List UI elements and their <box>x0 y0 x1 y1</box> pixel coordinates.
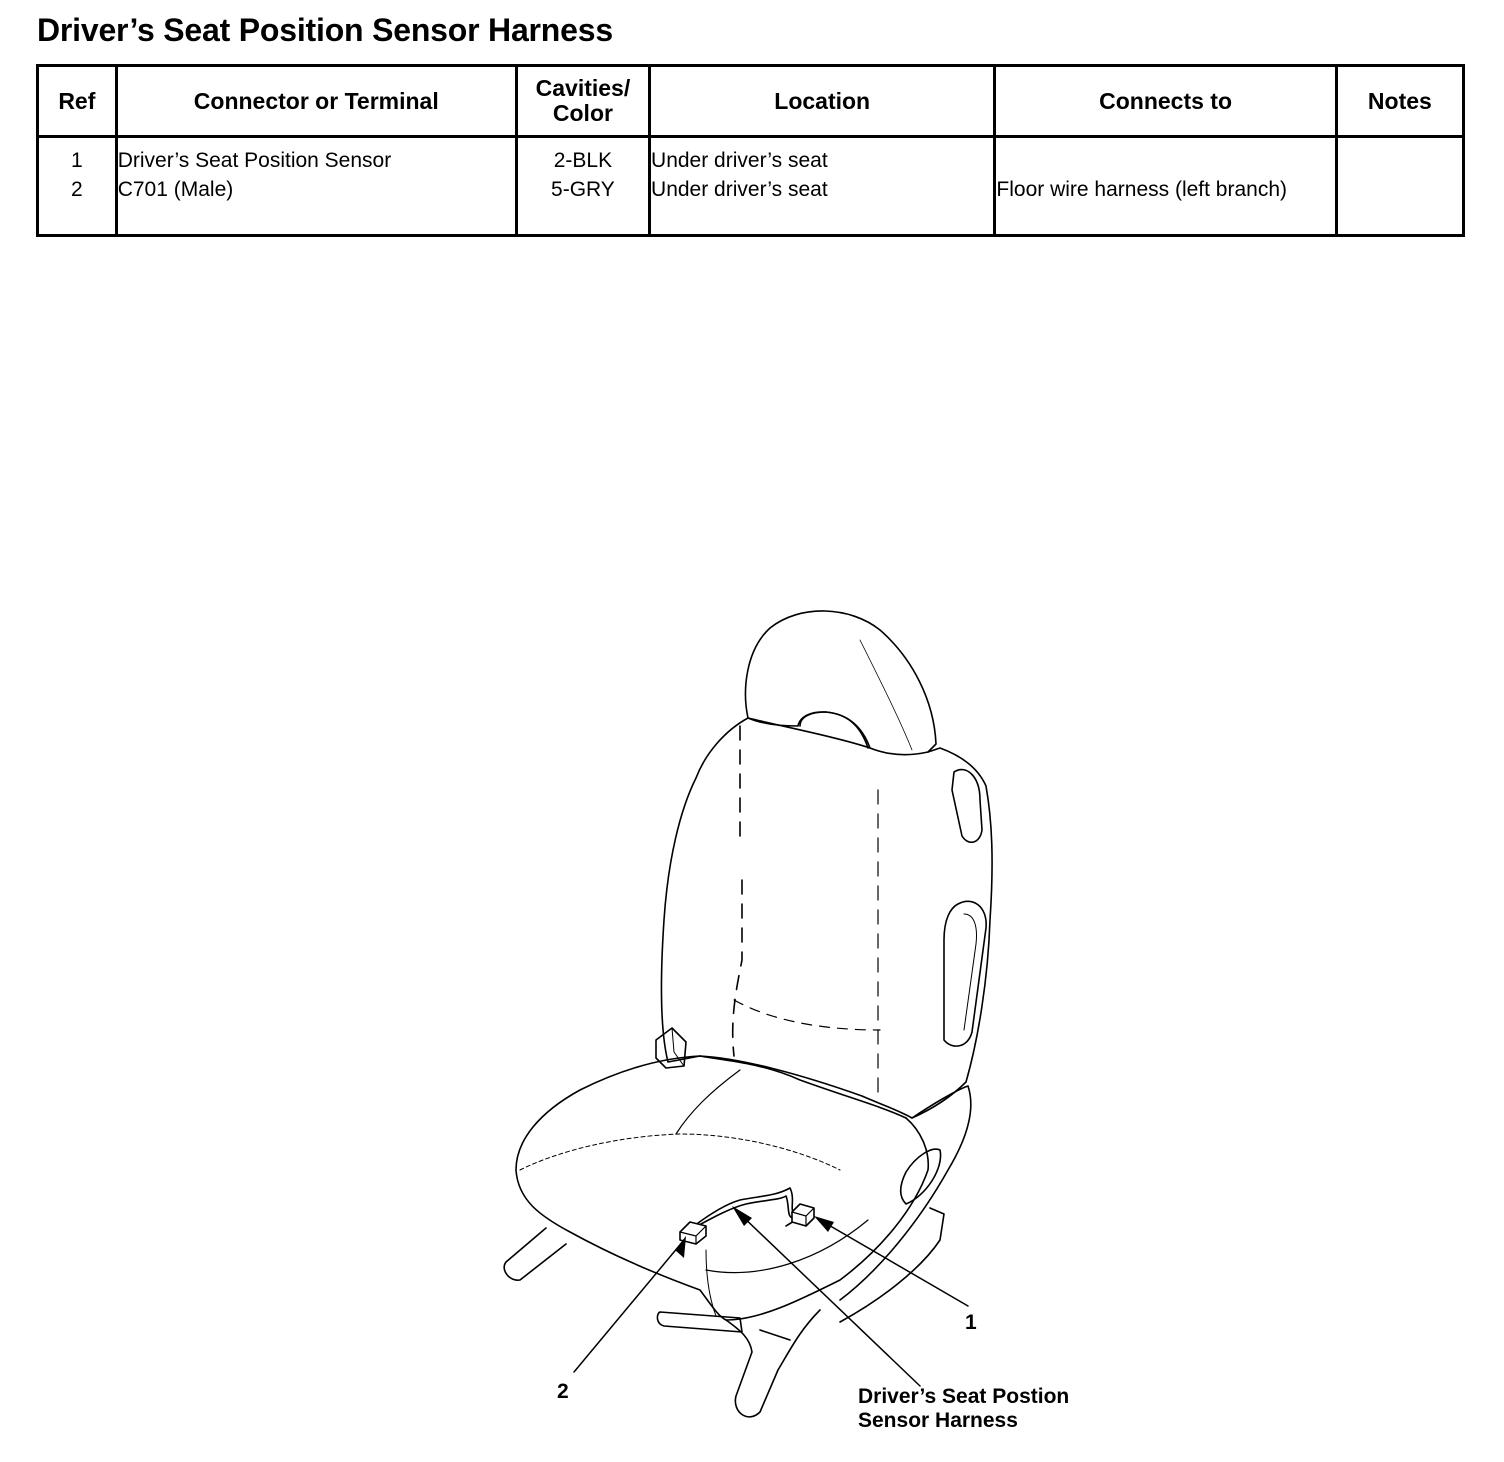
callout-2-arrowhead <box>675 1236 686 1258</box>
page-title: Driver’s Seat Position Sensor Harness <box>37 12 613 48</box>
header-connector: Connector or Terminal <box>116 66 516 137</box>
row-1-notes <box>1338 146 1462 175</box>
harness-table <box>36 64 1465 237</box>
seat-rails <box>504 1228 820 1417</box>
row-2-ref: 2 <box>71 178 83 201</box>
harness-callout-label <box>858 1385 1069 1433</box>
row-1-ref: 1 <box>71 149 83 172</box>
header-cavities-line2: Color <box>552 100 613 126</box>
seat-back <box>656 718 992 1118</box>
cell-connects-to <box>995 137 1336 236</box>
callout-leaders <box>574 1212 968 1386</box>
sensor-harness-wire <box>690 1188 806 1230</box>
header-connects-to: Connects to <box>995 66 1336 137</box>
cell-cavities <box>516 137 649 236</box>
table-row <box>38 137 1464 236</box>
row-2-connects-to: Floor wire harness (left branch) <box>996 178 1287 201</box>
row-2-notes <box>1338 175 1462 204</box>
row-2-cavities: 5-GRY <box>551 178 615 201</box>
headrest <box>746 611 936 755</box>
callout-1-arrowhead <box>814 1216 834 1232</box>
harness-callout-arrowhead <box>732 1206 752 1226</box>
connector-seat-position-sensor <box>792 1204 814 1226</box>
row-1-connects-to <box>996 146 1334 175</box>
row-1-connector: Driver’s Seat Position Sensor <box>117 149 392 172</box>
header-cavities-line1: Cavities/ <box>535 75 631 101</box>
connector-c701 <box>680 1222 706 1244</box>
row-2-location: Under driver’s seat <box>651 178 828 201</box>
row-1-location: Under driver’s seat <box>651 149 828 172</box>
cell-location <box>650 137 995 236</box>
cell-notes <box>1336 137 1463 236</box>
callout-label-1: 1 <box>965 1311 977 1334</box>
header-ref: Ref <box>38 66 117 137</box>
harness-callout-line2: Sensor Harness <box>858 1409 1018 1432</box>
header-location: Location <box>650 66 995 137</box>
seat-cushion <box>516 1056 971 1322</box>
harness-callout-line1: Driver’s Seat Postion <box>858 1385 1070 1408</box>
row-1-cavities: 2-BLK <box>553 149 613 172</box>
callout-label-2: 2 <box>557 1380 569 1403</box>
cell-connector <box>116 137 516 236</box>
row-2-connector: C701 (Male) <box>117 178 234 201</box>
header-cavities <box>516 66 649 137</box>
cell-ref <box>38 137 117 236</box>
header-notes: Notes <box>1336 66 1463 137</box>
table-header-row <box>38 66 1464 137</box>
